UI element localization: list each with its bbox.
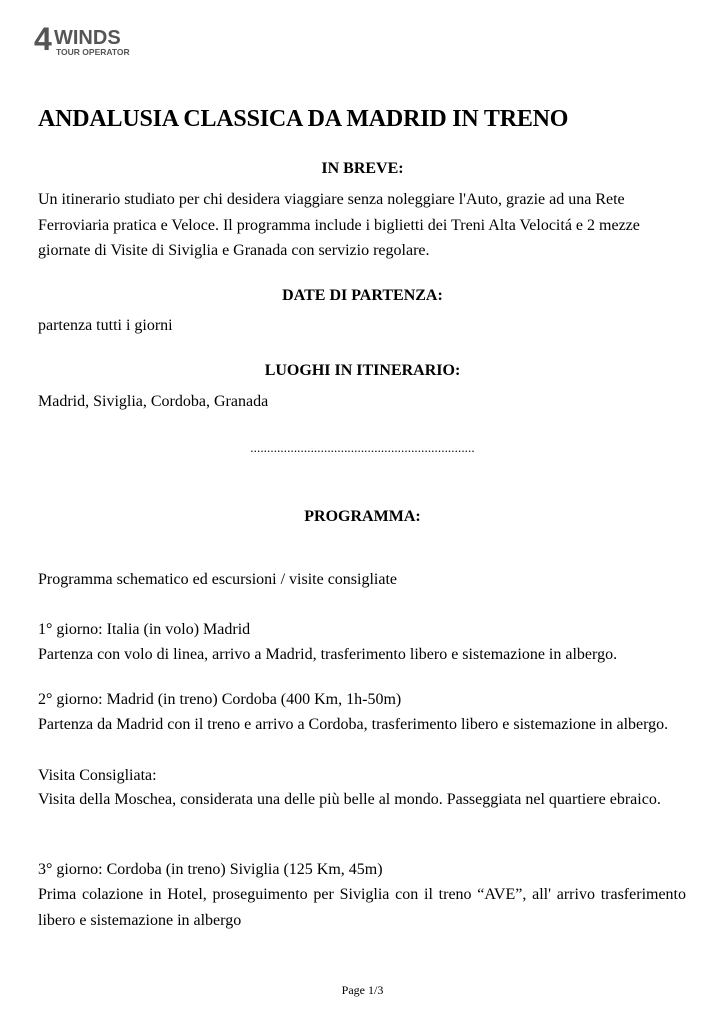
day2-visit-label: Visita Consigliata: xyxy=(38,767,157,784)
document-title: ANDALUSIA CLASSICA DA MADRID IN TRENO xyxy=(38,106,569,132)
in-breve-line: Ferroviaria pratica e Veloce. Il programma include i biglietti dei Treni Alta Velocitá e 2 mezze xyxy=(38,216,640,234)
day3-title: 3° giorno: Cordoba (in treno) Siviglia (125 Km, 45m) xyxy=(38,861,383,878)
day2-visit-text: Visita della Moschea, considerata una delle più belle al mondo. Passeggiata nel quartiere ebraico. xyxy=(38,791,661,808)
in-breve-line: giornate di Visite di Siviglia e Granada con servizio regolare. xyxy=(38,242,430,259)
luoghi-text: Madrid, Siviglia, Cordoba, Granada xyxy=(38,393,269,410)
in-breve-paragraph xyxy=(38,187,686,264)
day1-title: 1° giorno: Italia (in volo) Madrid xyxy=(38,621,251,638)
date-partenza-text: partenza tutti i giorni xyxy=(38,317,173,334)
heading-in-breve: IN BREVE: xyxy=(321,160,404,177)
logo-numeral: 4 xyxy=(34,22,52,57)
day2-text: Partenza da Madrid con il treno e arrivo a Cordoba, trasferimento libero e sistemazione in albergo. xyxy=(38,716,669,733)
day1-text: Partenza con volo di linea, arrivo a Madrid, trasferimento libero e sistemazione in albergo. xyxy=(38,646,618,663)
heading-luoghi: LUOGHI IN ITINERARIO: xyxy=(264,362,461,379)
logo-4winds xyxy=(34,22,144,64)
logo-brand: WINDS xyxy=(54,27,121,49)
dotted-separator: ................................................................... xyxy=(250,440,475,455)
logo-tagline: TOUR OPERATOR xyxy=(56,47,130,57)
day3-text: Prima colazione in Hotel, proseguimento per Siviglia con il treno “AVE”, all' arrivo trasferimento libero e sistemazione in albergo xyxy=(38,886,686,929)
heading-programma: PROGRAMMA: xyxy=(304,508,421,525)
in-breve-line: Un itinerario studiato per chi desidera viaggiare senza noleggiare l'Auto, grazie ad una Rete xyxy=(38,191,625,208)
page-number: Page 1/3 xyxy=(341,983,384,997)
programma-intro: Programma schematico ed escursioni / visite consigliate xyxy=(38,571,398,588)
logo-mark xyxy=(34,22,144,64)
heading-date-partenza: DATE DI PARTENZA: xyxy=(282,287,443,304)
day2-title: 2° giorno: Madrid (in treno) Cordoba (400 Km, 1h-50m) xyxy=(38,691,402,708)
